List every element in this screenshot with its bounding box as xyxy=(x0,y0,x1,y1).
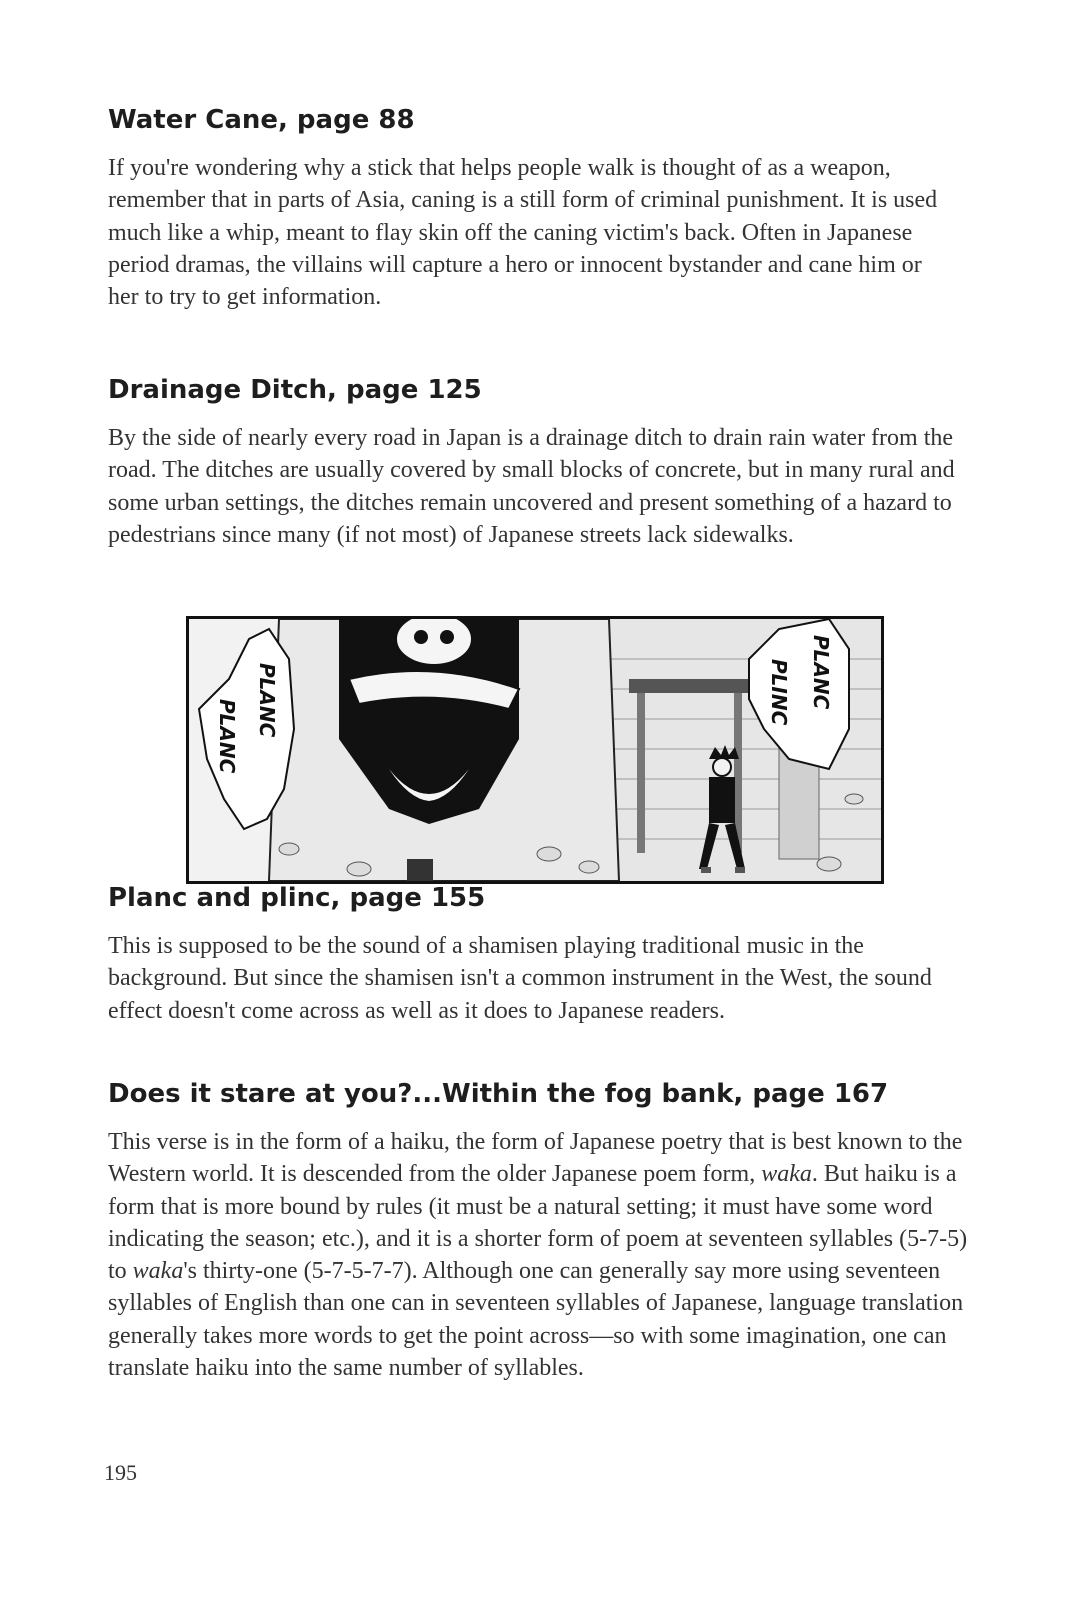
section-title-drainage-ditch: Drainage Ditch, page 125 xyxy=(108,375,482,405)
haiku-body-part-2: . But haiku is a form that is more bound by rules (it must be a natural setting; it must have some word indicating the season; etc.), and it is a shorter form of poem at seventeen syllables (5-7-5) to xyxy=(108,1161,968,1285)
haiku-body-part-1: This verse is in the form of a haiku, the form of Japanese poetry that is best known to the Western world. It is descended from the older Japanese poem form, xyxy=(108,1129,963,1188)
sfx-left-1-text: PLANC xyxy=(215,699,239,774)
manga-panel-image xyxy=(186,616,884,884)
sfx-right-2-text: PLANC xyxy=(809,635,833,710)
haiku-body-emphasis-1: waka xyxy=(761,1161,812,1188)
section-body-haiku xyxy=(108,1126,968,1384)
section-title-planc-plinc: Planc and plinc, page 155 xyxy=(108,883,486,913)
sfx-left-2-text: PLANC xyxy=(255,663,279,738)
section-body-planc-plinc: This is supposed to be the sound of a shamisen playing traditional music in the background. But since the shamisen isn't a common instrument in the West, the sound effect doesn't come across as well as it does to Japanese readers. xyxy=(108,933,932,1024)
section-body-water-cane: If you're wondering why a stick that helps people walk is thought of as a weapon, remember that in parts of Asia, caning is a still form of criminal punishment. It is used much like a whip, meant to flay skin off the caning victim's back. Often in Japanese period dramas, the villains will capture a hero or innocent bystander and cane him or her to try to get information. xyxy=(108,155,938,311)
sfx-right-2 xyxy=(809,635,833,710)
sfx-left-2 xyxy=(255,663,279,738)
section-title-water-cane: Water Cane, page 88 xyxy=(108,105,415,135)
sfx-right-1-text: PLINC xyxy=(767,659,791,726)
haiku-body-part-3: 's thirty-one (5-7-5-7-7). Although one can generally say more using seventeen syllables of English than one can in seventeen syllables of Japanese, language translation generally takes more words to get the point across—so with some imagination, one can translate haiku into the same number of syllables. xyxy=(108,1258,964,1382)
section-body-drainage-ditch: By the side of nearly every road in Japan is a drainage ditch to drain rain water from the road. The ditches are usually covered by small blocks of concrete, but in many rural and some urban settings, the ditches remain uncovered and present something of a hazard to pedestrians since many (if not most) of Japanese streets lack sidewalks. xyxy=(108,425,955,548)
section-title-haiku: Does it stare at you?...Within the fog bank, page 167 xyxy=(108,1079,889,1109)
manga-panel-illustration xyxy=(189,619,881,881)
page-number: 195 xyxy=(104,1460,137,1485)
sfx-left-1 xyxy=(215,699,239,774)
haiku-body-emphasis-2: waka xyxy=(132,1258,184,1285)
sfx-right-1 xyxy=(767,659,791,726)
